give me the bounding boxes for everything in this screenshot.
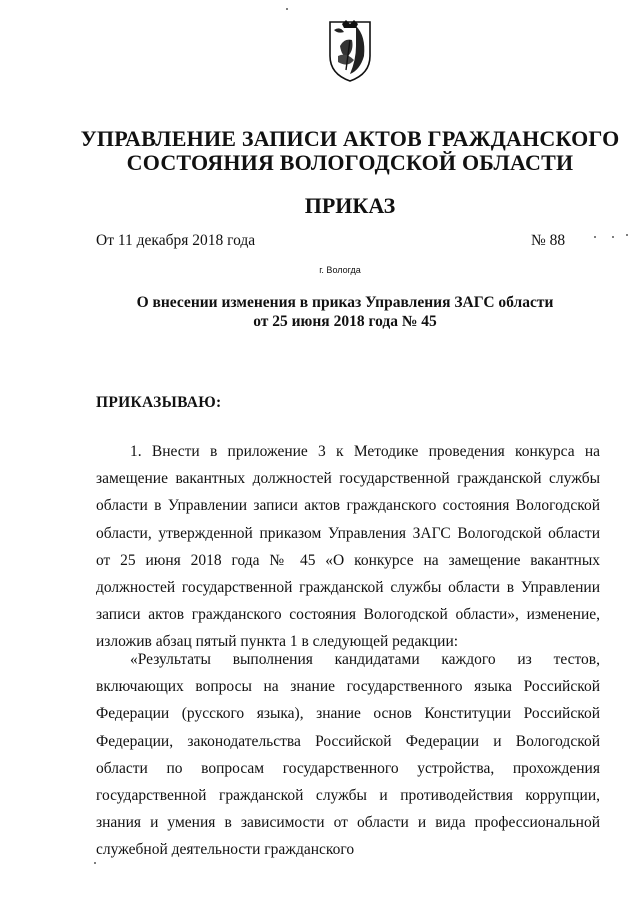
coat-of-arms-icon — [326, 16, 374, 84]
order-number: № 88 — [531, 232, 566, 249]
subject-line1: О внесении изменения в приказ Управления ЗАГС области — [136, 294, 554, 311]
scan-speck — [612, 236, 614, 238]
order-date: От 11 декабря 2018 года — [96, 232, 256, 249]
scan-speck — [94, 862, 96, 864]
scan-speck — [594, 236, 596, 238]
scan-speck — [626, 234, 628, 236]
city-label: г. Вологда — [319, 265, 361, 275]
organization-title-line2: СОСТОЯНИЯ ВОЛОГОДСКОЙ ОБЛАСТИ — [126, 150, 574, 175]
document-type: ПРИКАЗ — [304, 193, 396, 218]
organization-title-line1: УПРАВЛЕНИЕ ЗАПИСИ АКТОВ ГРАЖДАНСКОГО — [80, 126, 620, 151]
paragraph-1: 1. Внести в приложение 3 к Методике проведения конкурса на замещение вакантных должностей государственной гражданской службы области в Управлении записи актов гражданского состояния Вологодской области, утвержденной приказом Управления ЗАГС Вологодской области от 25 июня 2018 года № 45 «О конкурсе на замещение вакантных должностей государственной гражданской службы области в Управлении записи актов гражданского состояния Вологодской области», изменение, изложив абзац пятый пункта 1 в следующей редакции: — [96, 443, 600, 651]
subject-line2: от 25 июня 2018 года № 45 — [253, 313, 437, 330]
paragraph-2: «Результаты выполнения кандидатами каждого из тестов, включающих вопросы на знание государственного языка Российской Федерации (русского языка), знание основ Конституции Российской Федерации, законодательства Российской Федерации и Вологодской области по вопросам государственного устройства, прохождения государственной гражданской службы и противодействия коррупции, знания и умения в зависимости от области и вида профессиональной служебной деятельности гражданского — [96, 651, 600, 859]
order-directive: ПРИКАЗЫВАЮ: — [96, 394, 222, 411]
scan-speck — [286, 8, 288, 10]
